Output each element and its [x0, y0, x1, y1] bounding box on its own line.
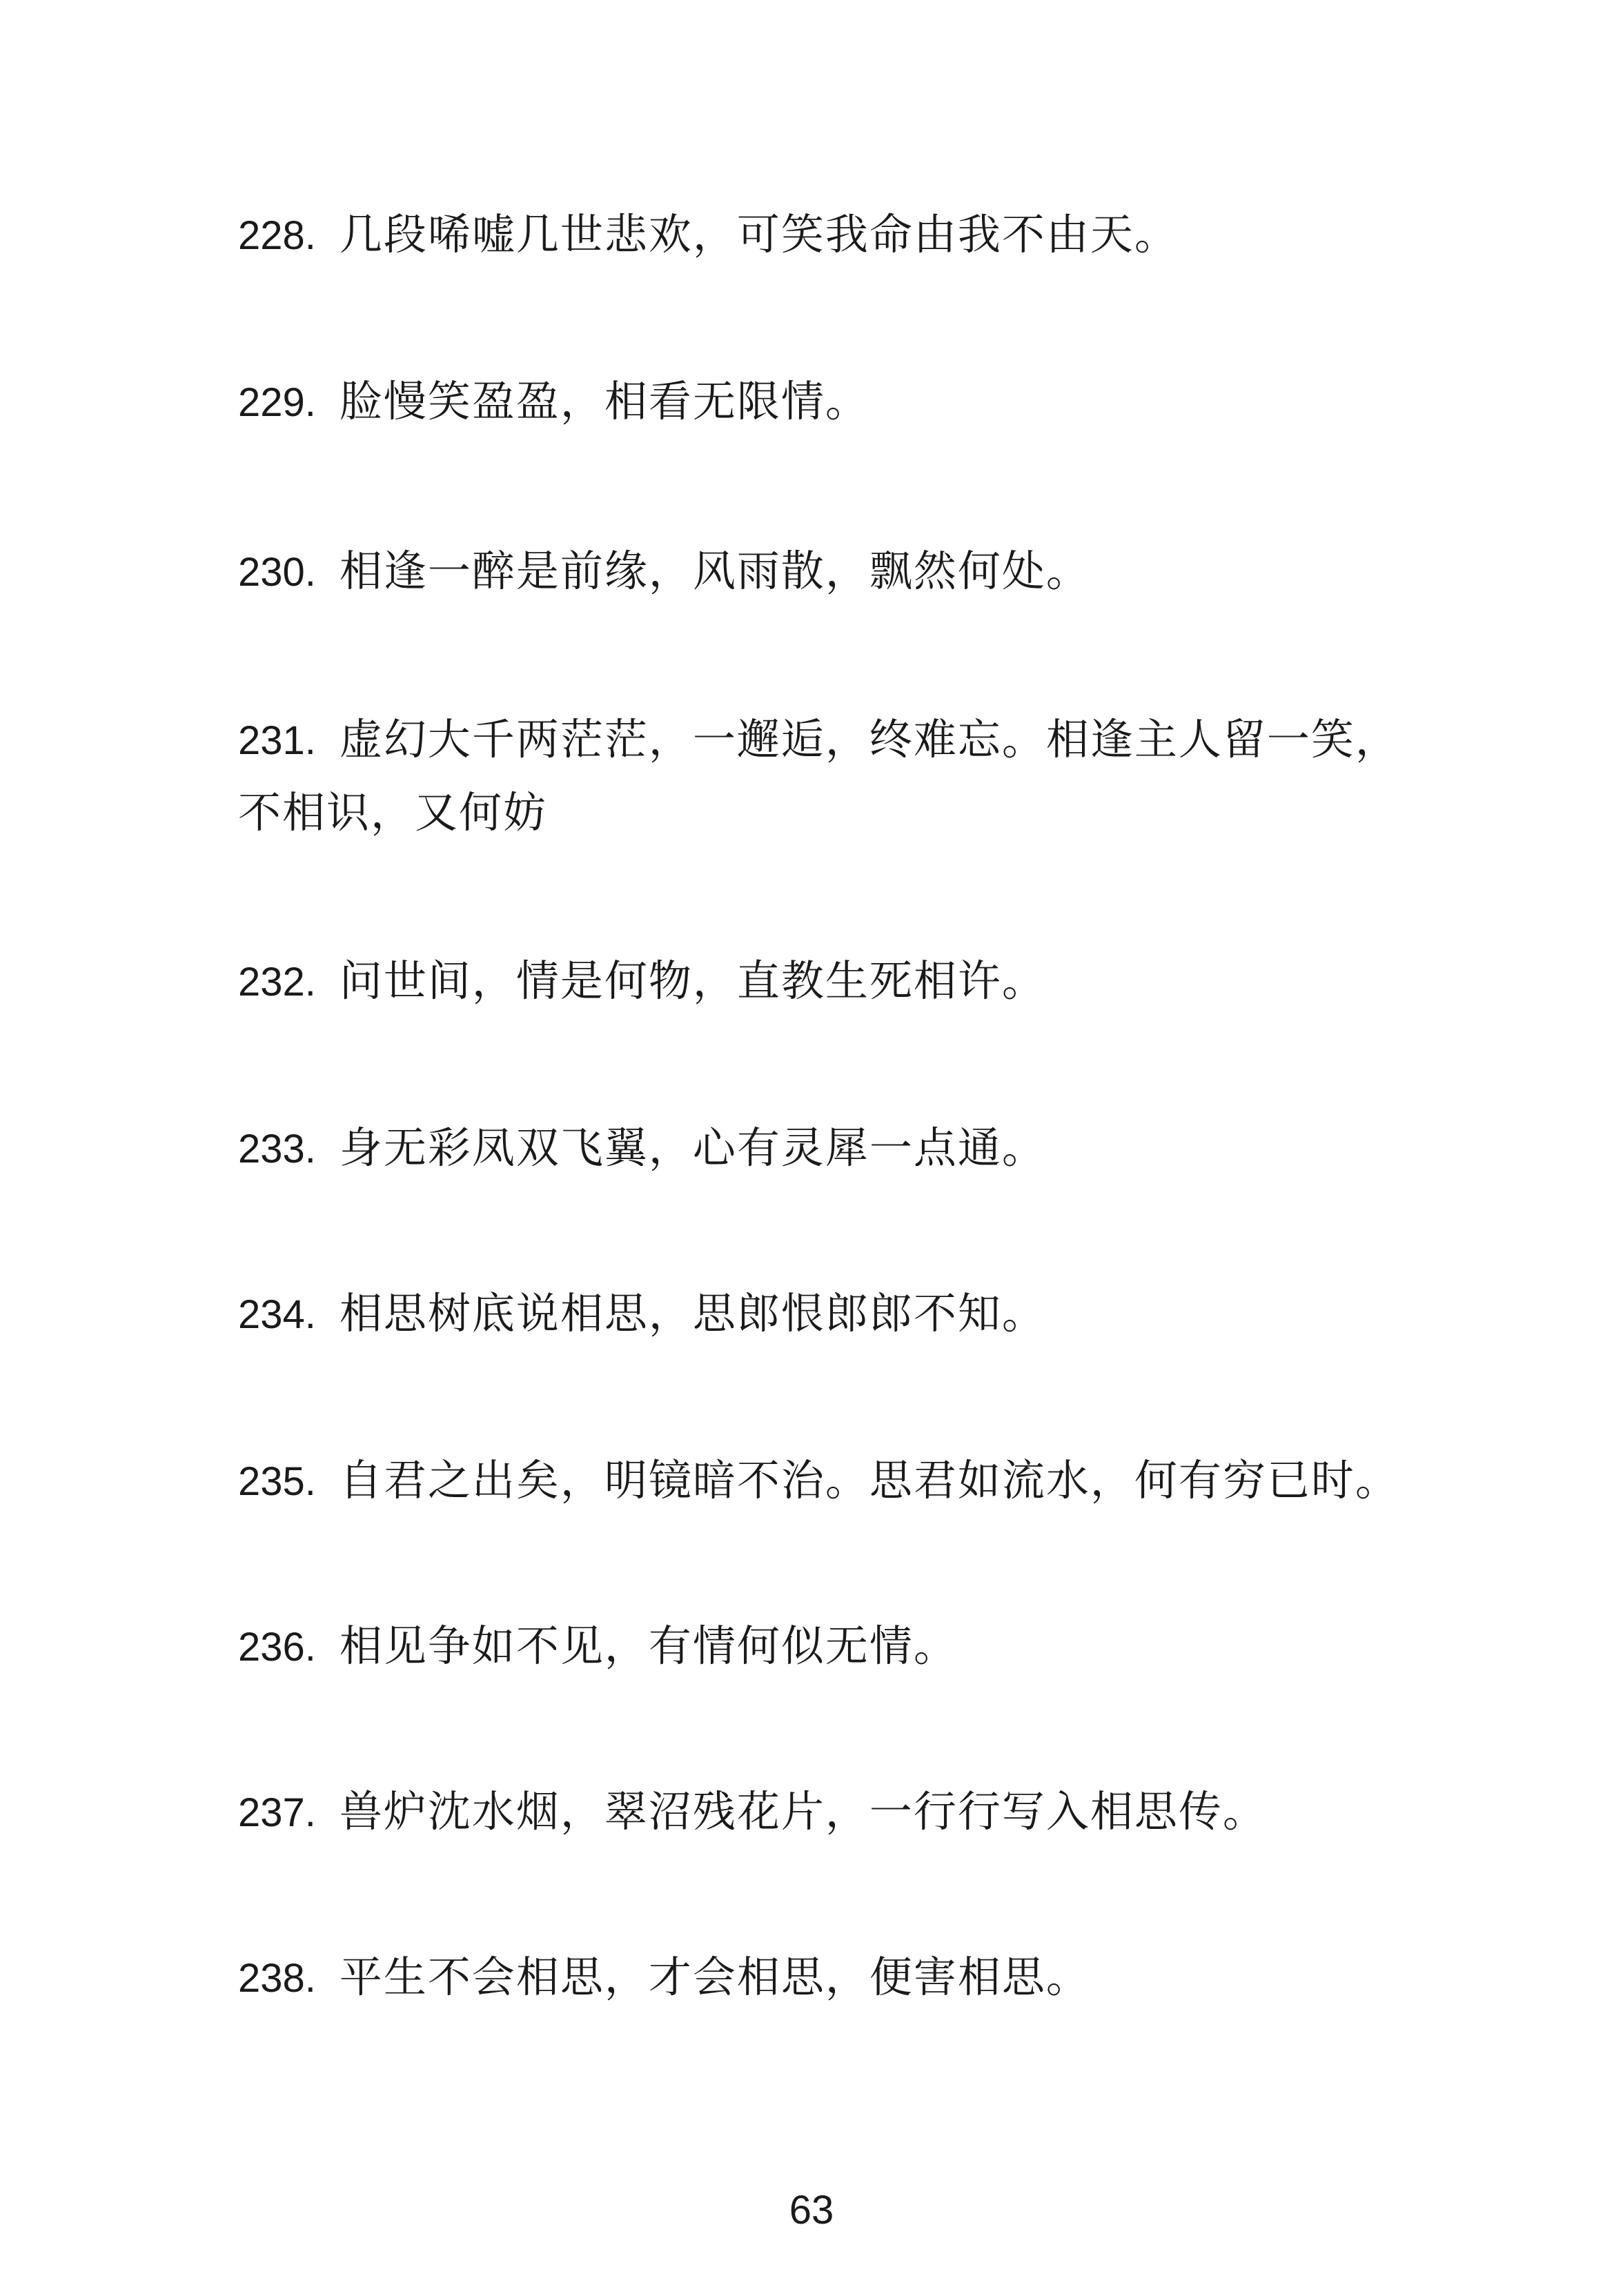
entry-234 — [238, 1278, 1411, 1351]
entry-text: 相思树底说相思，思郎恨郎郎不知。 — [339, 1288, 1046, 1338]
entry-number: 234. — [238, 1292, 316, 1337]
entry-236 — [238, 1610, 1411, 1683]
entry-text: 相逢一醉是前缘，风雨散，飘然何处。 — [339, 546, 1090, 596]
entry-232 — [238, 945, 1411, 1018]
entry-233 — [238, 1112, 1411, 1185]
entry-number: 236. — [238, 1625, 316, 1670]
entry-text: 问世间，情是何物，直教生死相许。 — [339, 956, 1046, 1006]
entry-238 — [238, 1941, 1411, 2015]
entry-237 — [238, 1776, 1411, 1849]
entry-number: 231. — [238, 718, 316, 763]
entry-231 — [238, 704, 1404, 849]
entry-228 — [238, 199, 1411, 272]
entry-number: 238. — [238, 1956, 316, 2001]
entry-230 — [238, 535, 1411, 608]
entry-number: 235. — [238, 1459, 316, 1504]
entry-text: 几段唏嘘几世悲欢，可笑我命由我不由天。 — [339, 209, 1179, 259]
entry-235 — [238, 1445, 1411, 1518]
entry-text: 兽炉沈水烟，翠沼残花片，一行行写入相思传。 — [339, 1786, 1267, 1837]
entry-text: 虚幻大千两茫茫，一邂逅，终难忘。相逢主人留一笑，不相识，又何妨 — [238, 714, 1399, 838]
page-number: 63 — [789, 2188, 834, 2233]
entry-number: 228. — [238, 213, 316, 258]
entry-number: 237. — [238, 1790, 316, 1835]
entry-text: 脸慢笑盈盈，相看无限情。 — [339, 376, 869, 426]
entry-number: 233. — [238, 1127, 316, 1171]
entry-text: 身无彩凤双飞翼，心有灵犀一点通。 — [339, 1122, 1046, 1173]
entry-text: 相见争如不见，有情何似无情。 — [339, 1621, 958, 1671]
entry-number: 232. — [238, 960, 316, 1004]
entry-229 — [238, 366, 1411, 439]
entry-text: 平生不会相思，才会相思，便害相思。 — [339, 1952, 1090, 2002]
entry-number: 230. — [238, 550, 316, 595]
entry-text: 自君之出矣，明镜暗不治。思君如流水，何有穷已时。 — [339, 1455, 1399, 1505]
entry-number: 229. — [238, 380, 316, 425]
